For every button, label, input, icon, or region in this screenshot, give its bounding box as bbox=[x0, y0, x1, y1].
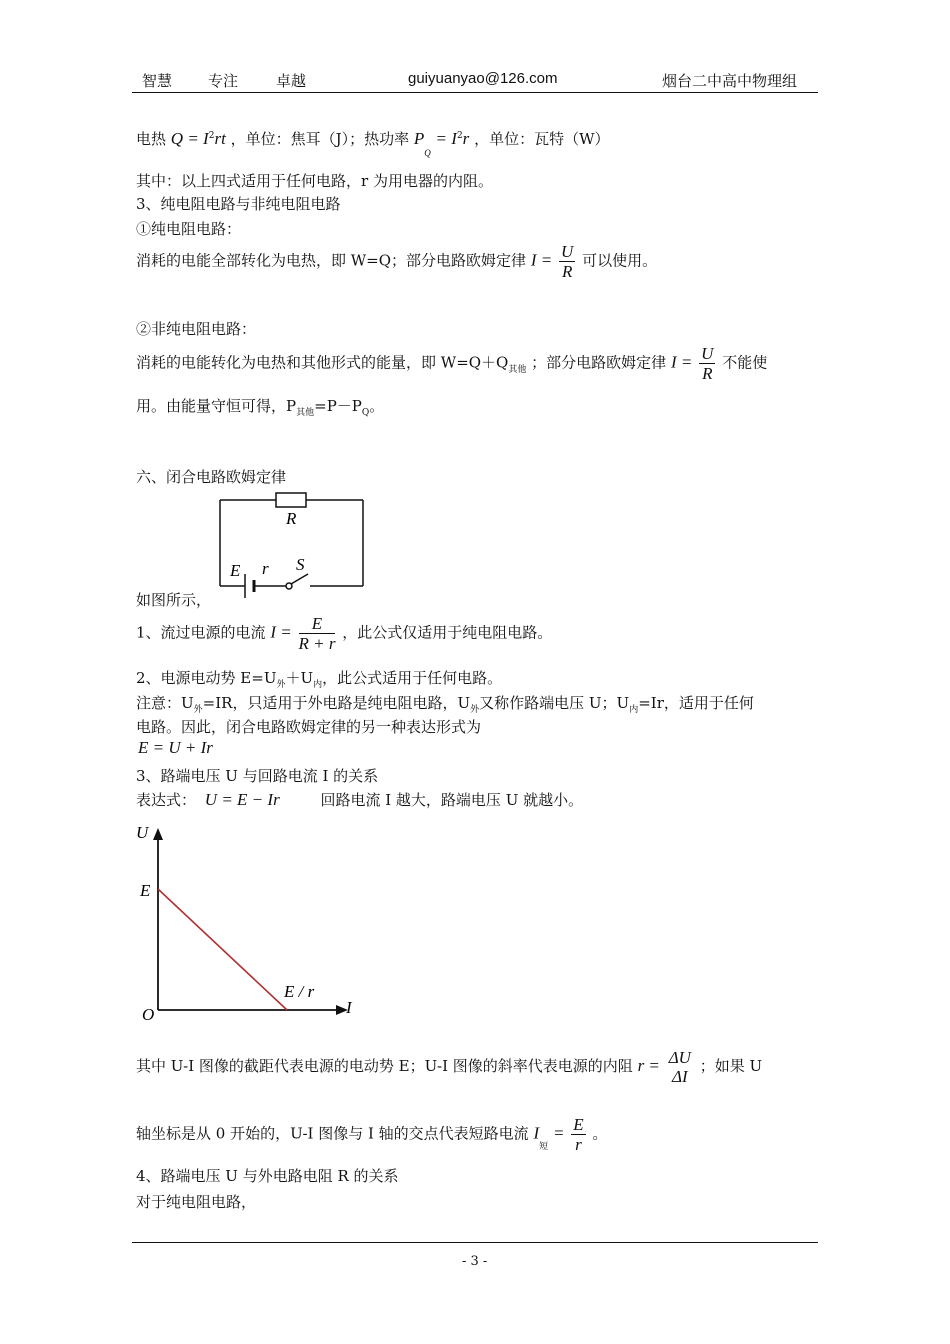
graph-origin-label: O bbox=[142, 1005, 155, 1024]
header-org: 烟台二中高中物理组 bbox=[662, 72, 798, 90]
circuit-diagram bbox=[210, 488, 380, 608]
ui-graph bbox=[130, 820, 370, 1030]
fraction-e-over-r: $\frac{E}{r}$ bbox=[573, 1115, 584, 1154]
line-nonpure-energy: 消耗的电能转化为电热和其他形式的能量，即 $W=Q+Q_{其他}$ ；部分电路欧姆定律 I = $\frac{U}{R}$ 不能使 bbox=[136, 344, 768, 383]
footer-rule bbox=[132, 1242, 818, 1243]
line-note-four-formulas: 其中：以上四式适用于任何电路，r 为用电器的内阻。 bbox=[136, 172, 493, 190]
line-expression: 表达式： U = E − Ir 回路电流 I 越大，路端电压 U 就越小。 bbox=[136, 790, 584, 809]
header-motto-3: 卓越 bbox=[276, 72, 307, 90]
graph-axis-label-i: I bbox=[346, 998, 352, 1017]
circuit-label-r: r bbox=[262, 559, 269, 578]
figure-caption: 如图所示， bbox=[136, 591, 212, 609]
header-email: guiyuanyao@126.com bbox=[408, 70, 558, 87]
line-graph-intercept-slope: 其中 U-I 图像的截距代表电源的电动势 E；U-I 图像的斜率代表电源的内阻 r = ΔU ΔI ；如果 U bbox=[136, 1048, 763, 1086]
header-rule bbox=[132, 92, 818, 93]
line-heat: 电热 $Q = I^2rt$ ，单位：焦耳（J）；热功率 $P_Q = I^2r$ ，单位：瓦特（W） bbox=[136, 129, 610, 158]
circuit-label-E: E bbox=[230, 561, 241, 580]
fraction-u-over-r: $\frac{U}{R}$ bbox=[561, 242, 574, 281]
graph-y-intercept-label: E bbox=[140, 881, 151, 900]
line-pure-ohm: 消耗的电能全部转化为电热，即 W=Q；部分电路欧姆定律 I = $\frac{U}{R}$ 可以使用。 bbox=[136, 242, 658, 281]
fraction-u-over-r-2: $\frac{U}{R}$ bbox=[701, 344, 714, 383]
header-motto-1: 智慧 bbox=[142, 72, 173, 90]
fraction-du-over-di: ΔU ΔI bbox=[668, 1048, 691, 1086]
fraction-e-over-rplusr: $\frac{E}{R + r}$ bbox=[298, 614, 336, 653]
line-emf: 2、电源电动势 $E=U_外+U_内$，此公式适用于任何电路。 bbox=[136, 669, 503, 690]
graph-x-intercept-label: E / r bbox=[284, 982, 315, 1001]
heading-terminal-voltage-resistance: 4、路端电压 U 与外电路电阻 R 的关系 bbox=[136, 1167, 399, 1185]
line-pure-resistive-case: 对于纯电阻电路， bbox=[136, 1193, 257, 1211]
line-energy-conservation: 用。由能量守恒可得，$P_{其他}=P-P_Q$。 bbox=[136, 397, 385, 418]
line-note-terminal-voltage: 注意：$U_外=IR$，只适用于外电路是纯电阻电路，$U_外$又称作路端电压 U；$U_内=Ir$，适用于任何 bbox=[136, 694, 754, 715]
subheading-pure: ①纯电阻电路： bbox=[136, 220, 242, 238]
ui-graph-line bbox=[158, 889, 287, 1010]
heading-terminal-voltage-current: 3、路端电压 U 与回路电流 I 的关系 bbox=[136, 767, 379, 785]
subheading-nonpure: ②非纯电阻电路： bbox=[136, 320, 257, 338]
circuit-label-S: S bbox=[296, 555, 305, 574]
section-six-heading: 六、闭合电路欧姆定律 bbox=[136, 468, 287, 486]
header-motto-2: 专注 bbox=[208, 72, 239, 90]
line-note-continued: 电路。因此，闭合电路欧姆定律的另一种表达形式为 bbox=[136, 718, 482, 736]
line-short-circuit-current: 轴坐标是从 0 开始的，U-I 图像与 I 轴的交点代表短路电流 $I_短$ = $\frac{E}{r}$ 。 bbox=[136, 1115, 608, 1154]
heading-pure-resistive: 3、纯电阻电路与非纯电阻电路 bbox=[136, 195, 341, 213]
graph-axis-label-u: U bbox=[136, 823, 149, 842]
formula-e-u-ir: E = U + Ir bbox=[138, 738, 213, 757]
page-number: - 3 - bbox=[462, 1254, 488, 1269]
circuit-label-R: R bbox=[286, 509, 297, 528]
line-closed-circuit-current: 1、流过电源的电流 I = $\frac{E}{R + r}$ ，此公式仅适用于纯电阻电路。 bbox=[136, 614, 553, 653]
